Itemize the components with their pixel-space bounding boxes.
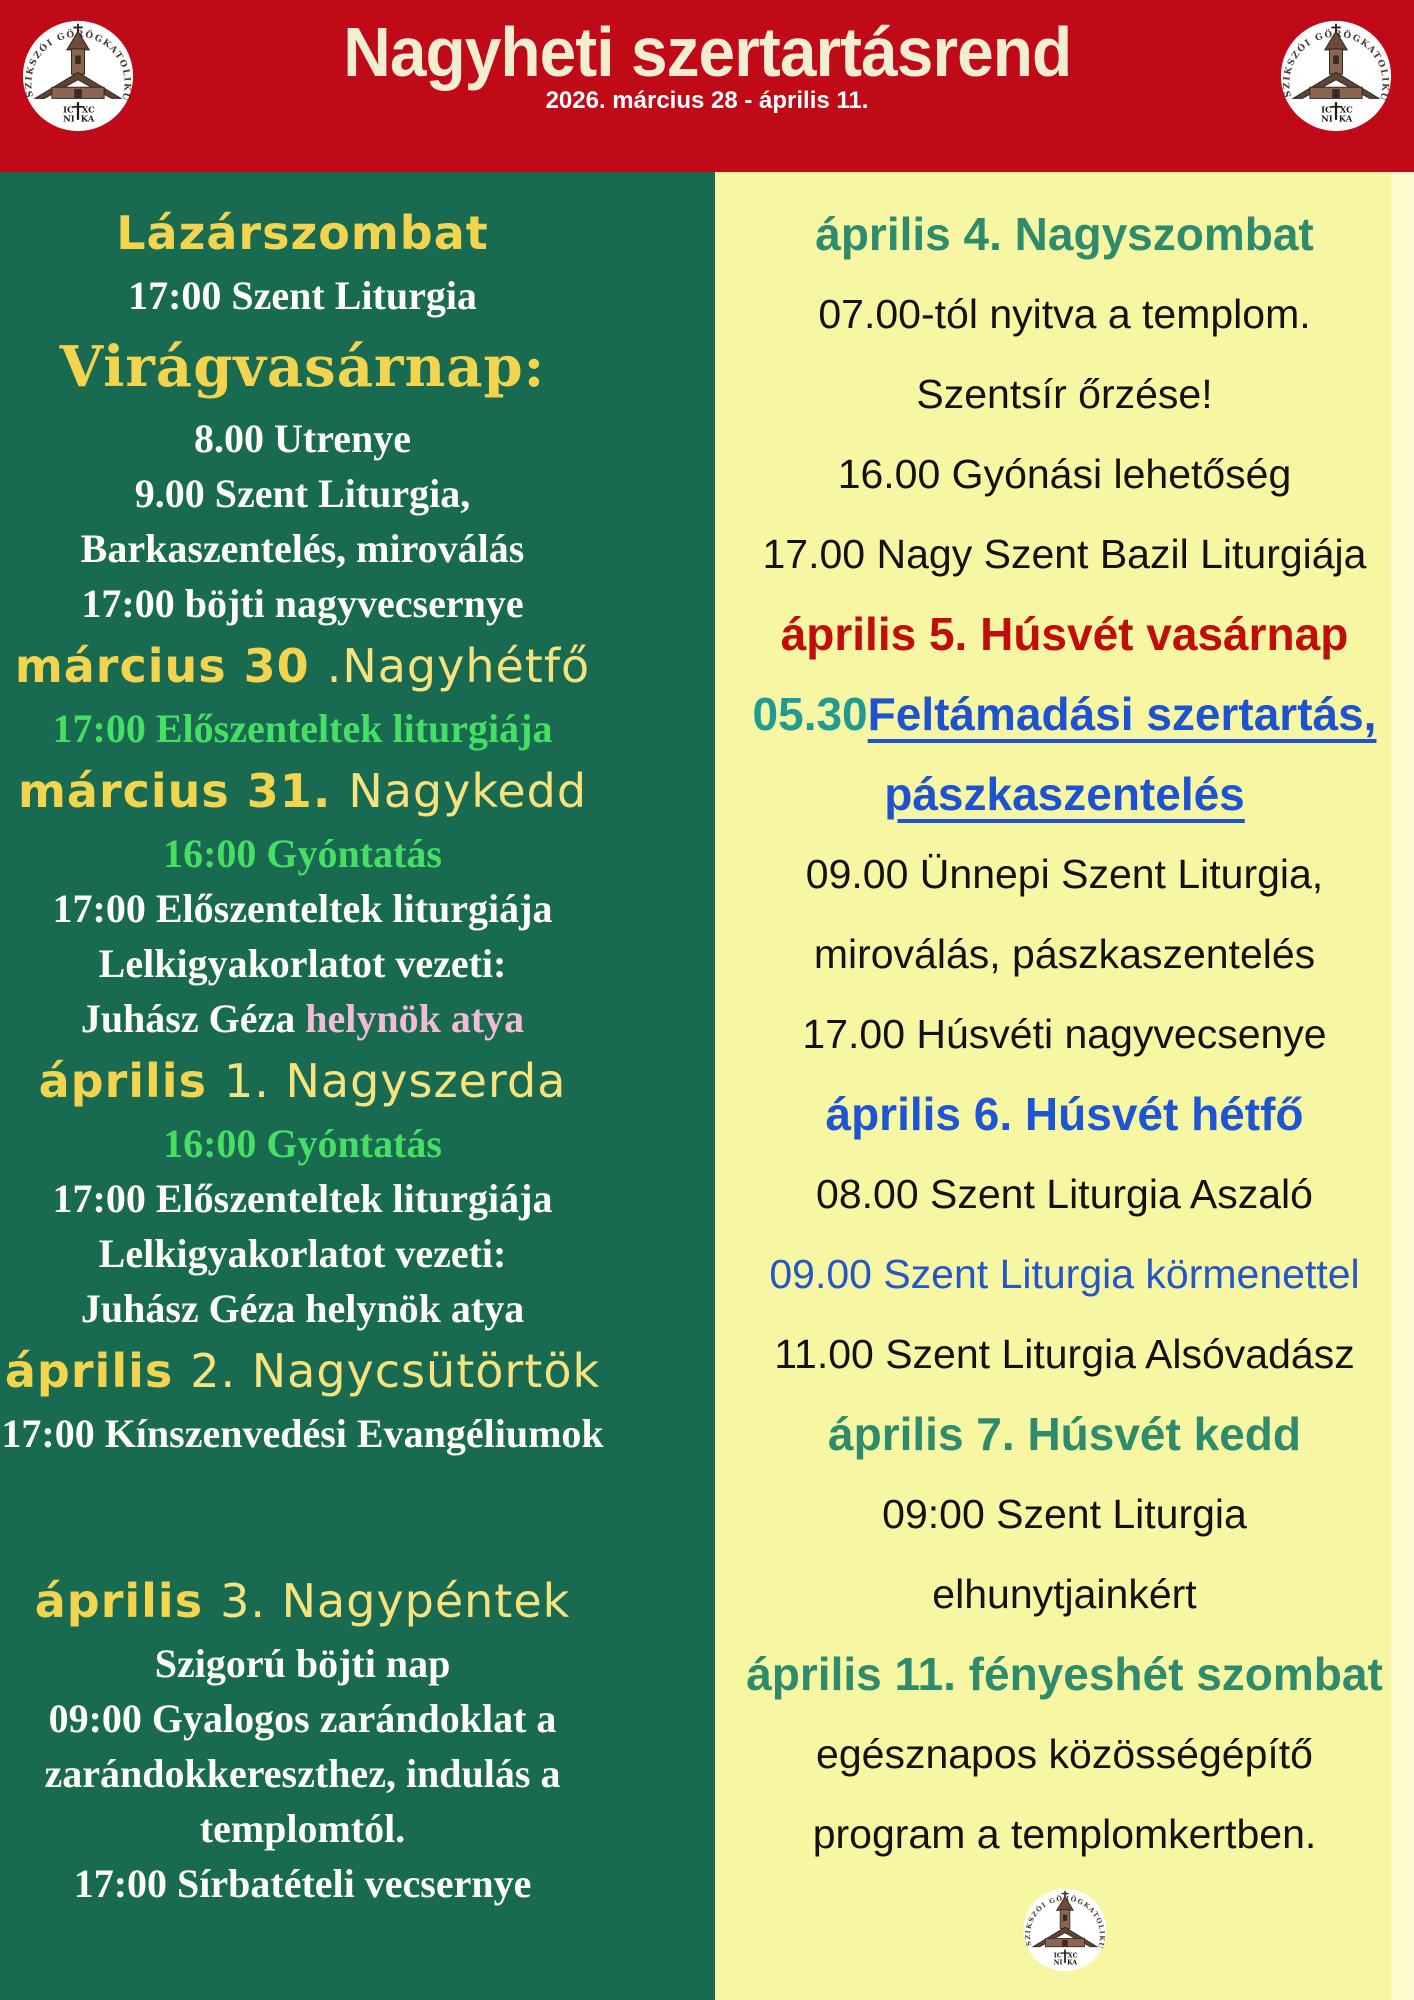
line-segment: március 30 [14,639,327,693]
schedule-line [838,434,1292,514]
parish-logo-small [1023,1888,1107,1972]
line-segment: Lelkigyakorlatot vezeti: [98,941,507,986]
line-segment: 16:00 Gyóntatás [163,1121,442,1166]
line-segment: 17:00 böjti nagyvecsernye [81,581,524,626]
schedule-line [932,1554,1196,1634]
schedule-line [135,466,471,521]
schedule-line [806,834,1323,914]
line-segment: 17:00 Sírbatételi vecsernye [73,1861,532,1906]
schedule-line [815,194,1314,274]
line-segment: 17:00 Kínszenvedési Evangéliumok [1,1411,604,1456]
schedule-line [814,914,1315,994]
line-segment: 07.00-tól nyitva a templom. [818,290,1311,337]
line-segment: április 6. Húsvét hétfő [825,1088,1304,1140]
line-segment: miroválás, pászkaszentelés [813,930,1316,977]
schedule-line [194,411,411,466]
line-segment: Szigorú böjti nap [154,1641,451,1686]
line-segment: 09.00 Ünnepi Szent Liturgia, [805,850,1324,897]
line-segment: 17.00 Nagy Szent Bazil Liturgiája [762,530,1367,577]
schedule-line [781,594,1349,674]
line-segment: 16:00 Gyóntatás [163,831,442,876]
schedule-line [163,1116,442,1171]
schedule-line [99,1226,507,1281]
schedule-line [53,881,553,936]
line-segment: 17:00 Szent Liturgia [128,273,477,318]
line-segment: 16.00 Gyónási lehetőség [837,450,1292,497]
schedule-line [884,754,1245,834]
schedule-line [163,826,442,881]
line-segment: 2. Nagycsütörtök [190,1344,601,1398]
line-segment: 11.00 Szent Liturgia Alsóvadász [774,1330,1355,1377]
line-segment: Juhász Géza helynök atya [80,1286,525,1331]
line-segment: Barkaszentelés, miroválás [80,526,525,571]
schedule-line [18,756,587,826]
schedule-line [802,994,1326,1074]
line-segment: Lázárszombat [116,206,489,260]
line-segment: április [38,1054,224,1108]
line-segment: zarándokkereszthez, indulás a [44,1751,561,1796]
right-column [715,172,1414,2000]
schedule-line [60,323,546,411]
schedule-line [81,991,524,1046]
line-segment: április [4,1344,191,1398]
line-segment: április 5. Húsvét vasárnap [780,608,1349,660]
line-segment: Lelkigyakorlatot vezeti: [98,1231,507,1276]
schedule-columns [0,172,1414,2000]
line-segment: 09:00 Gyalogos zarándoklat a [48,1696,557,1741]
schedule-line [74,1856,532,1911]
line-segment: .Nagyhétfő [326,639,591,693]
poster-subtitle: 2026. március 28 - április 11. [545,87,869,114]
line-segment: április 11. fényeshét szombat [746,1648,1383,1700]
line-segment: március 31. [17,764,349,818]
poster-title: Nagyheti szertartásrend [342,13,1072,91]
line-segment: 8.00 Utrenye [194,416,411,461]
schedule-line [15,631,590,701]
line-segment: 17:00 Előszenteltek liturgiája [52,706,553,751]
schedule-line [816,1714,1313,1794]
schedule-line [818,274,1310,354]
schedule-line [813,1794,1317,1874]
line-segment: 17:00 Előszenteltek liturgiája [52,1176,553,1221]
line-segment: 08.00 Szent Liturgia Aszaló [816,1170,1313,1217]
schedule-line [5,1336,600,1406]
line-segment: 1. Nagyszerda [223,1054,567,1108]
parish-logo-right [1280,20,1392,132]
line-segment: elhunytjainkért [932,1570,1197,1617]
line-segment: április [34,1574,221,1628]
line-segment: Nagykedd [348,764,588,818]
right-column-lines [746,194,1383,1874]
schedule-line [1,1406,603,1461]
header [0,0,1414,172]
schedule-line [828,1394,1301,1474]
schedule-line [816,1154,1313,1234]
schedule-line [39,1046,567,1116]
schedule-line [99,936,507,991]
line-segment: pászkaszentelés [884,768,1245,820]
line-segment: 17.00 Húsvéti nagyvecsenye [802,1010,1327,1057]
line-segment: április 4. Nagyszombat [815,208,1314,260]
schedule-line [763,514,1367,594]
schedule-line [769,1234,1359,1314]
schedule-line [53,1171,553,1226]
line-segment: Virágvasárnap: [59,334,546,400]
line-segment: 05.30 [752,688,868,740]
schedule-line [116,198,489,268]
line-segment: 9.00 Szent Liturgia, [134,471,471,516]
schedule-line [53,701,553,756]
line-segment: program a templomkertben. [812,1810,1317,1857]
line-segment: Feltámadási szertartás, [867,688,1377,740]
schedule-line [45,1746,561,1801]
line-segment: Juhász Géza [80,996,306,1041]
line-segment: egésznapos közösségépítő [816,1730,1313,1777]
schedule-line [35,1566,571,1636]
left-column [0,172,715,2000]
parish-logo-left [22,20,134,132]
schedule-line [825,1074,1303,1154]
line-segment: templomtól. [199,1806,406,1851]
left-column-lines [1,198,603,1911]
line-segment: 09:00 Szent Liturgia [882,1490,1247,1537]
line-segment: 17:00 Előszenteltek liturgiája [52,886,553,931]
line-segment: április 7. Húsvét kedd [828,1408,1301,1460]
schedule-line [774,1314,1354,1394]
line-segment: Szentsír őrzése! [916,370,1213,417]
schedule-line [128,268,477,323]
line-segment: 3. Nagypéntek [220,1574,571,1628]
line-segment: helynök atya [305,996,525,1041]
schedule-line [746,1634,1383,1714]
schedule-line [753,674,1377,754]
schedule-line [916,354,1212,434]
schedule-line [200,1801,406,1856]
schedule-line [81,576,523,631]
schedule-line [49,1691,557,1746]
schedule-line [882,1474,1247,1554]
line-segment: 09.00 Szent Liturgia körmenettel [769,1250,1360,1297]
schedule-line [81,1281,524,1336]
schedule-line [155,1636,451,1691]
schedule-line [81,521,525,576]
